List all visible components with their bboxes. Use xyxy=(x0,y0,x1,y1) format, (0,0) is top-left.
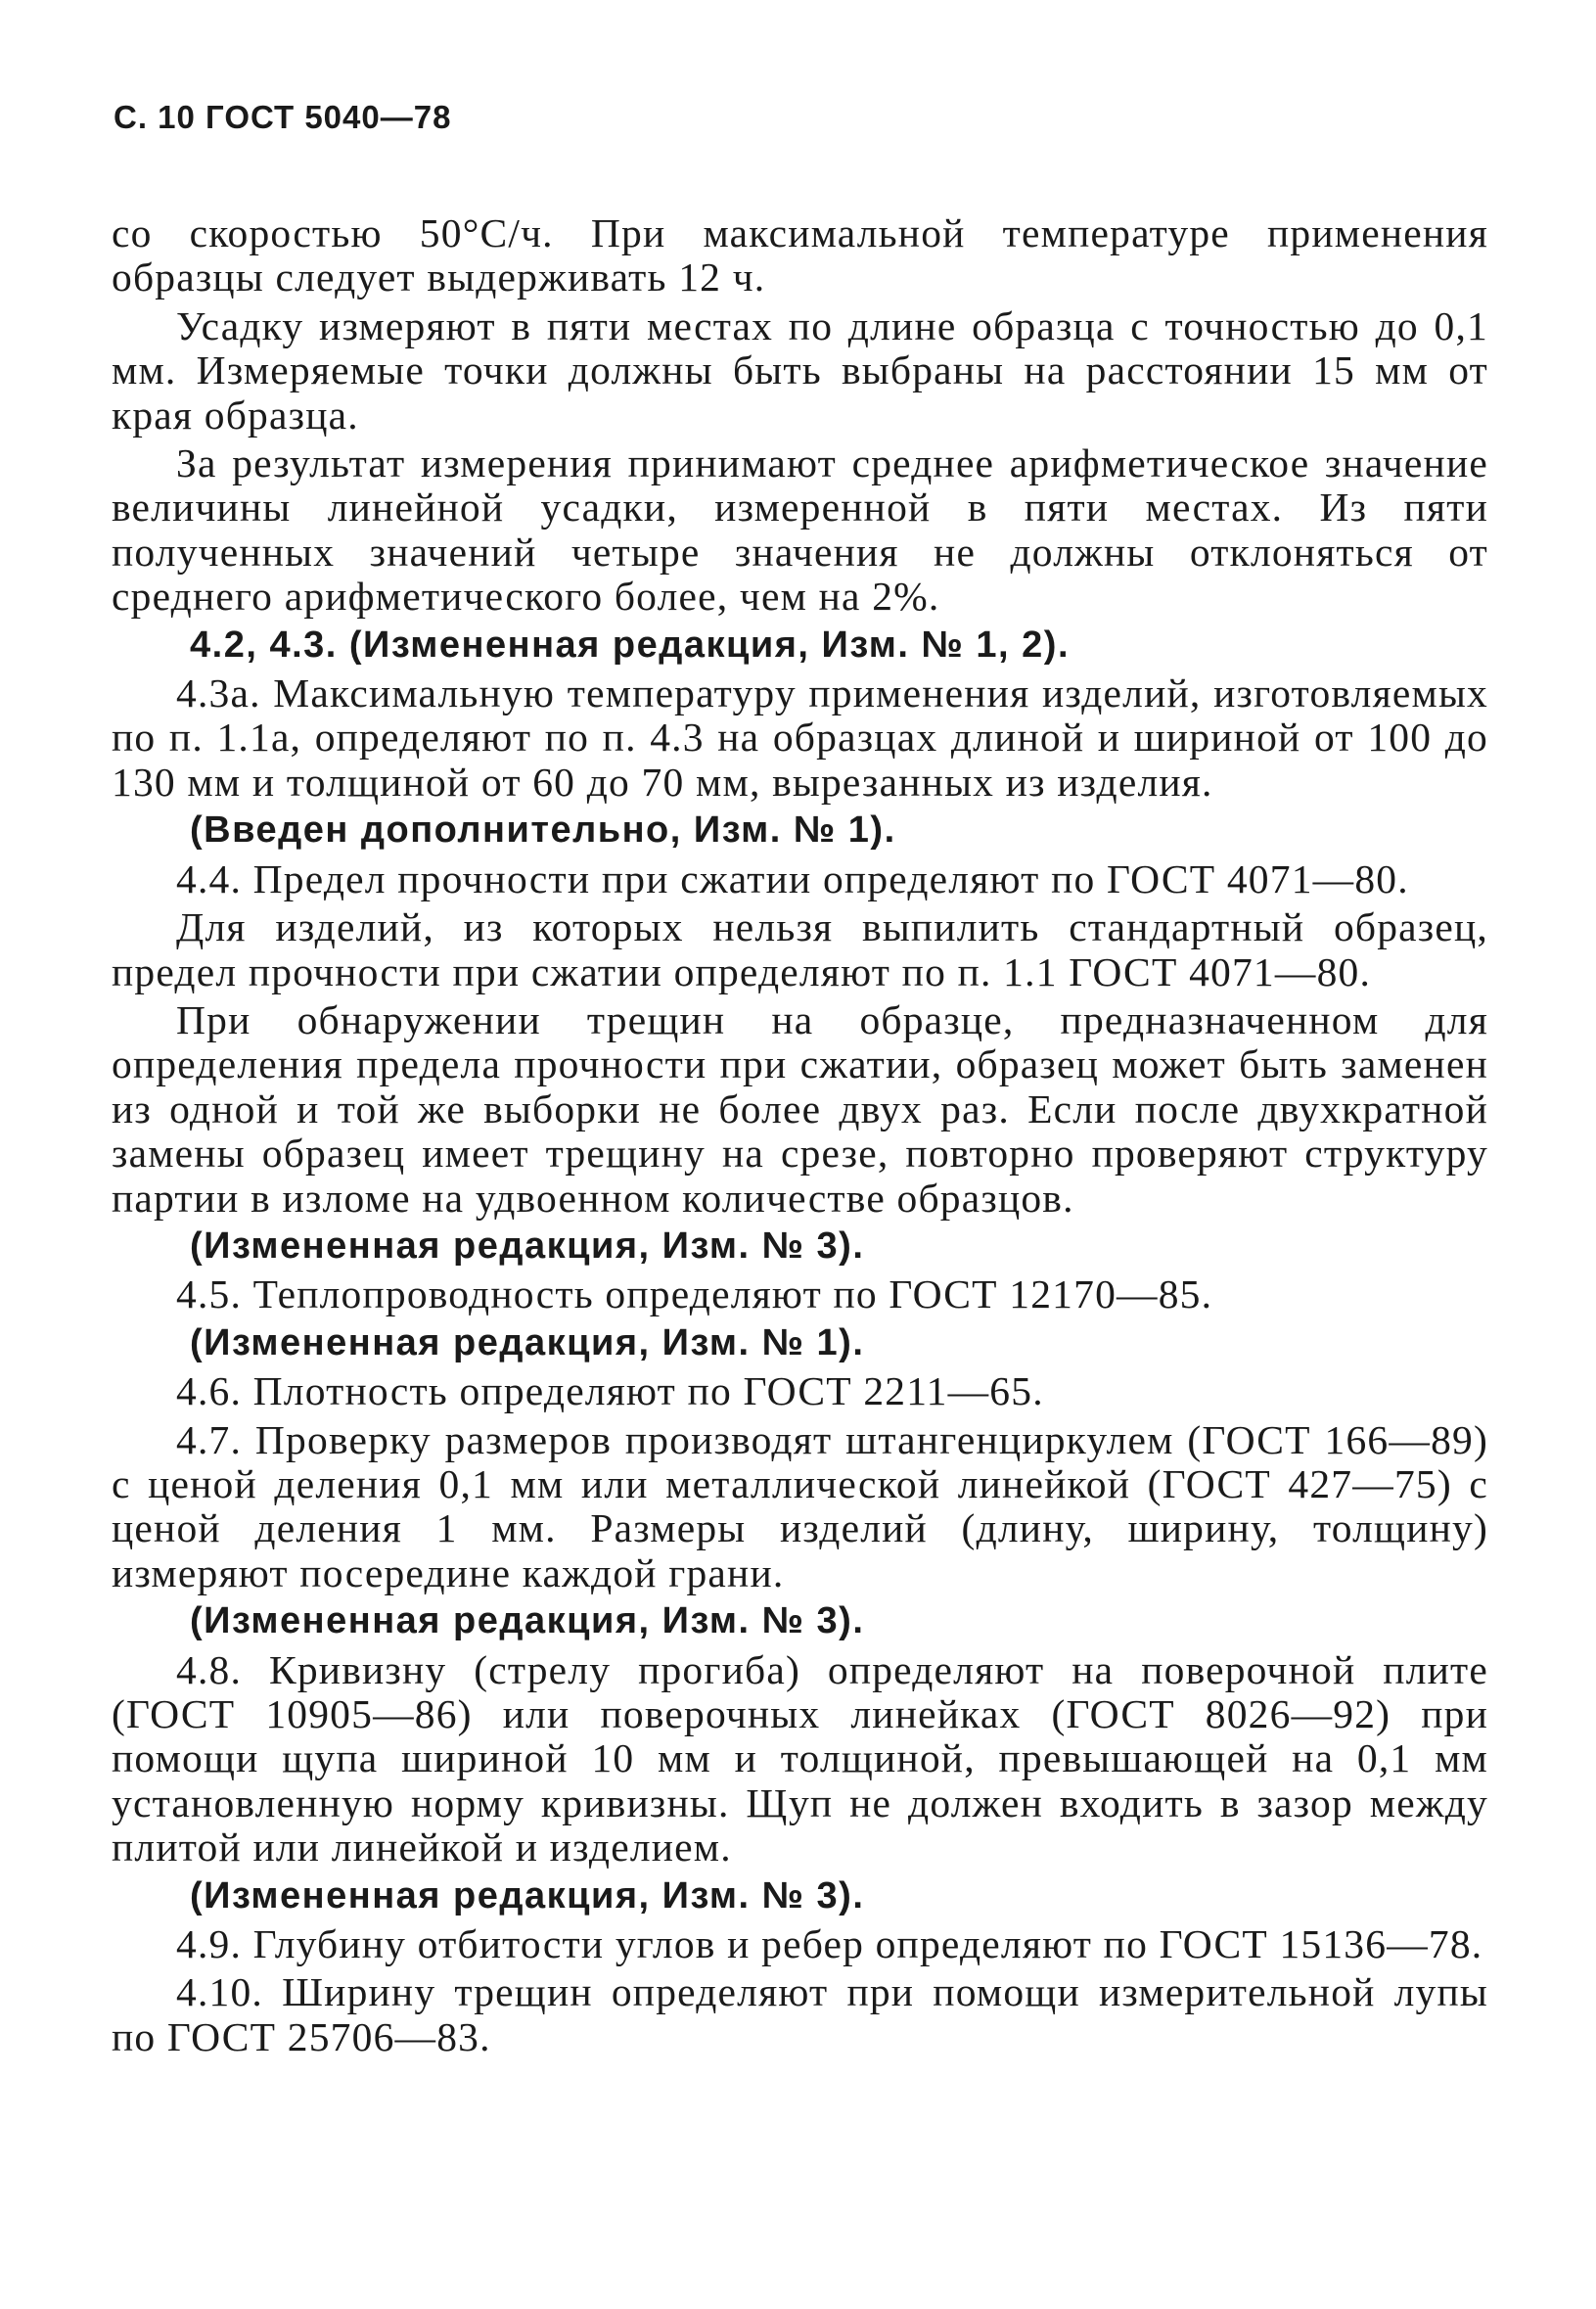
document-body xyxy=(112,211,1488,2059)
page-header: С. 10 ГОСТ 5040—78 xyxy=(114,99,452,135)
paragraph: 4.7. Проверку размеров производят штангенциркулем (ГОСТ 166—89) с ценой деления 0,1 мм или металлической линейкой (ГОСТ 427—75) с ценой деления 1 мм. Размеры изделий (длину, ширину, толщину) измеряют посередине каждой грани. xyxy=(112,1416,1488,1595)
amendment-note: 4.2, 4.3. (Измененная редакция, Изм. № 1, 2). xyxy=(190,623,1071,666)
paragraph: 4.3а. Максимальную температуру применения изделий, изготовляемых по п. 1.1а, определяют по п. 4.3 на образцах длиной и шириной от 100 до 130 мм и толщиной от 60 до 70 мм, вырезанных из изделия. xyxy=(112,670,1488,805)
paragraph: Для изделий, из которых нельзя выпилить стандартный образец, предел прочности при сжатии определяют по п. 1.1 ГОСТ 4071—80. xyxy=(112,904,1488,994)
paragraph: За результат измерения принимают среднее арифметическое значение величины линейной усадки, измеренной в пяти местах. Из пяти полученных значений четыре значения не должны отклоняться от среднего арифметического более, чем на 2%. xyxy=(112,440,1488,620)
amendment-note: (Измененная редакция, Изм. № 3). xyxy=(190,1874,865,1916)
paragraph: 4.6. Плотность определяют по ГОСТ 2211—65. xyxy=(176,1368,1044,1414)
paragraph: 4.9. Глубину отбитости углов и ребер определяют по ГОСТ 15136—78. xyxy=(176,1921,1483,1967)
amendment-note: (Измененная редакция, Изм. № 1). xyxy=(190,1321,865,1363)
amendment-note: (Введен дополнительно, Изм. № 1). xyxy=(190,809,896,852)
paragraph: со скоростью 50°С/ч. При максимальной температуре применения образцы следует выдерживать 12 ч. xyxy=(112,210,1488,300)
paragraph: 4.10. Ширину трещин определяют при помощи измерительной лупы по ГОСТ 25706—83. xyxy=(112,1969,1488,2059)
amendment-note: (Измененная редакция, Изм. № 3). xyxy=(190,1224,865,1267)
paragraph: При обнаружении трещин на образце, предназначенном для определения предела прочности при сжатии, образец может быть заменен из одной и той же выборки не более двух раз. Если после двухкратной замены образец имеет трещину на срезе, повторно проверяют структуру партии в изломе на удвоенном количестве образцов. xyxy=(112,996,1488,1221)
amendment-note: (Измененная редакция, Изм. № 3). xyxy=(190,1600,865,1642)
paragraph: 4.8. Кривизну (стрелу прогиба) определяют на поверочной плите (ГОСТ 10905—86) или поверочных линейках (ГОСТ 8026—92) при помощи щупа шириной 10 мм и толщиной, превышающей на 0,1 мм установленную норму кривизны. Щуп не должен входить в зазор между плитой или линейкой и изделием. xyxy=(112,1646,1488,1870)
paragraph: 4.4. Предел прочности при сжатии определяют по ГОСТ 4071—80. xyxy=(176,855,1409,901)
paragraph: Усадку измеряют в пяти местах по длине образца с точностью до 0,1 мм. Измеряемые точки должны быть выбраны на расстоянии 15 мм от края образца. xyxy=(112,302,1488,438)
paragraph: 4.5. Теплопроводность определяют по ГОСТ 12170—85. xyxy=(176,1271,1213,1317)
